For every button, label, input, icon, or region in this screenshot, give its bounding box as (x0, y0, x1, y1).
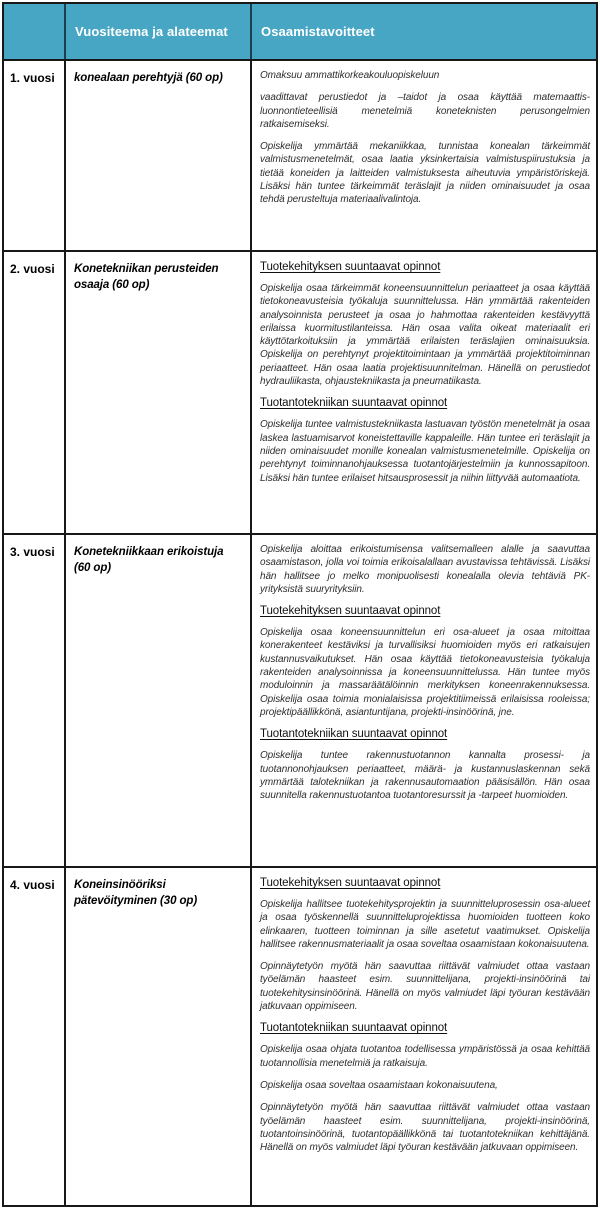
header-cell-year (4, 4, 66, 59)
table-row-year-2 (4, 250, 596, 533)
year-label: 4. vuosi (4, 868, 66, 1205)
goal-paragraph: Opiskelija tuntee valmistustekniikasta lastuavan työstön menetelmät ja osaa laskea lastuamisarvot koneistettaville kappaleille. Hän tuntee eri teräslajit ja niiden ominaisuudet monille konealan valmistusmenetelmille. Opiskelija on perehtynyt toiminnanohjauksessa tuotantojärjestelmiin ja kunnossapitoon. Lisäksi hän tuntee erilaiset hitsausprosessit ja niihin liittyvää automaatiota. (260, 419, 590, 484)
goal-paragraph: Omaksuu ammattikorkeakouluopiskeluun (260, 70, 440, 81)
curriculum-table (2, 2, 598, 1207)
goal-paragraph: Opiskelija osaa tärkeimmät koneensuunnittelun periaatteet ja osaa käyttää tietokoneavusteisia työkaluja suunnittelussa. Hän ymmärtää rakenteiden analysoinnista perusteet ja osaa jo hahmottaa rakenteiden kestävyyttä erilaissa kuormitustilanteissa. Hän osaa valita oikeat materiaalit eri käyttötarkoituksiin ja ymmärtää erilaisten teräslajien ominaisuuksia. Opiskelija on perehtynyt projektitoimintaan ja ymmärtää projektitoiminnan periaatteet. Hän osaa laatia projektisuunnitelman. Hänellä on perustiedot hydrauliikasta, ohjaustekniikasta ja pneumatiikasta. (260, 283, 590, 388)
goals-content (252, 535, 596, 866)
section-heading: Tuotantotekniikan suuntaavat opinnot (260, 1022, 448, 1035)
theme-label: konealaan perehtyjä (60 op) (66, 61, 252, 250)
table-row-year-3 (4, 533, 596, 866)
year-label: 1. vuosi (4, 61, 66, 250)
goal-paragraph: Opiskelija hallitsee tuotekehitysprojektin ja suunnitteluprosessin osa-alueet ja osaa työskennellä suunnitteluprojektissa huomioiden tuotteen koko elinkaaren, tuotteen toiminnan ja sille asetetut vaatimukset. Opiskelija hallitsee rakennusmateriaalit ja osaa soveltaa osaamistaan kokonaisuutena. (260, 899, 590, 950)
section-heading: Tuotekehityksen suuntaavat opinnot (260, 261, 441, 273)
section-heading: Tuotekehityksen suuntaavat opinnot (260, 877, 441, 889)
header-theme-label: Vuositeema ja alateemat (75, 24, 228, 39)
goal-paragraph: Opiskelija osaa ohjata tuotantoa todellisessa ympäristössä ja osaa kehittää tuotannollisia menetelmiä ja ratkaisuja. (260, 1044, 590, 1069)
header-goals-label: Osaamistavoitteet (261, 24, 375, 39)
theme-label: Konetekniikan perusteiden osaaja (60 op) (66, 252, 252, 533)
goal-paragraph: Opiskelija aloittaa erikoistumisensa valitsemalleen alalle ja saavuttaa osaamistason, jolla voi toimia erikoisalallaan avustavissa tehtävissä. Lisäksi hän hallitsee jo melko monipuolisesti konealalla olevia tehtäviä PK-yrityksistä suuryrityksiin. (260, 544, 590, 595)
year-label: 3. vuosi (4, 535, 66, 866)
goal-paragraph: Opinnäytetyön myötä hän saavuttaa riittävät valmiudet ottaa vastaan työelämän haasteet esim. suunnittelijana, projekti-insinöörinä, tuotantoinsinöörinä, tuotantopäällikkönä tai tuotantotekniikan kehittäjänä. Hänellä on myös valmiudet läpi työuran kestävään jatkuvaan oppimiseen. (260, 1102, 590, 1154)
goal-paragraph: vaadittavat perustiedot ja –taidot ja osaa käyttää matemaattis-luonnontieteellisiä menetelmiä koneteknisten perusongelmien ratkaisemiseksi. (260, 92, 590, 130)
goal-paragraph: Opinnäytetyön myötä hän saavuttaa riittävät valmiudet ottaa vastaan työelämän haasteet esim. suunnittelijana, projekti-insinöörinä tai tuotekehitysinsinöörinä. Hänellä on myös valmiudet läpi työuran kestävään jatkuvaan oppimiseen. (260, 961, 590, 1013)
goals-content (252, 61, 596, 250)
section-heading: Tuotantotekniikan suuntaavat opinnot (260, 728, 448, 741)
table-row-year-4 (4, 866, 596, 1205)
year-label: 2. vuosi (4, 252, 66, 533)
goal-paragraph: Opiskelija tuntee rakennustuotannon kannalta prosessi- ja tuotannonohjauksen periaatteet, määrä- ja kustannuslaskennan sekä ymmärtää talotekniikan ja rakennusautomaation pääsisällön. Hän osaa suunnitella rakennustuotantoa tuotantoresurssit ja -tarpeet huomioiden. (260, 750, 590, 802)
theme-label: Koneinsinööriksi pätevöityminen (30 op) (66, 868, 252, 1205)
header-cell-goals (252, 4, 596, 59)
theme-label: Konetekniikkaan erikoistuja (60 op) (66, 535, 252, 866)
table-row-year-1 (4, 59, 596, 250)
goals-content (252, 868, 596, 1205)
goal-paragraph: Opiskelija ymmärtää mekaniikkaa, tunnistaa konealan tärkeimmät valmistusmenetelmät, osaa laatia yksinkertaisia valmistuspiirustuksia ja tietää koneiden ja laitteiden valmistuksesta aiheutuvia ympäristöriskejä. Lisäksi hän tuntee tärkeimmät teräslajit ja niiden ominaisuudet ja osaa tehdä perusteltuja materiaalivalintoja. (260, 141, 590, 206)
goal-paragraph: Opiskelija osaa koneensuunnittelun eri osa-alueet ja osaa mitoittaa konerakenteet kestäviksi ja turvallisiksi huomioiden myös eri ratkaisujen kustannusvaikutukset. Hän osaa käyttää tietokoneavusteisia työkaluja rakenteiden analysoinnissa ja koneensuunnittelussa. Hän tuntee myös moduloinnin ja massaräätälöinnin merkityksen koneenrakennuksessa. Opiskelija osaa toimia monialaisissa projektitiimeissä erilaisissa rooleissa; projektipäällikkönä, asiantuntijana, projekti-insinöörinä, jne. (260, 627, 590, 718)
section-heading: Tuotantotekniikan suuntaavat opinnot (260, 397, 448, 410)
goals-content (252, 252, 596, 533)
goal-paragraph: Opiskelija osaa soveltaa osaamistaan kokonaisuutena, (260, 1079, 498, 1091)
header-cell-theme (66, 4, 252, 59)
section-heading: Tuotekehityksen suuntaavat opinnot (260, 605, 441, 618)
header-row (4, 4, 596, 59)
